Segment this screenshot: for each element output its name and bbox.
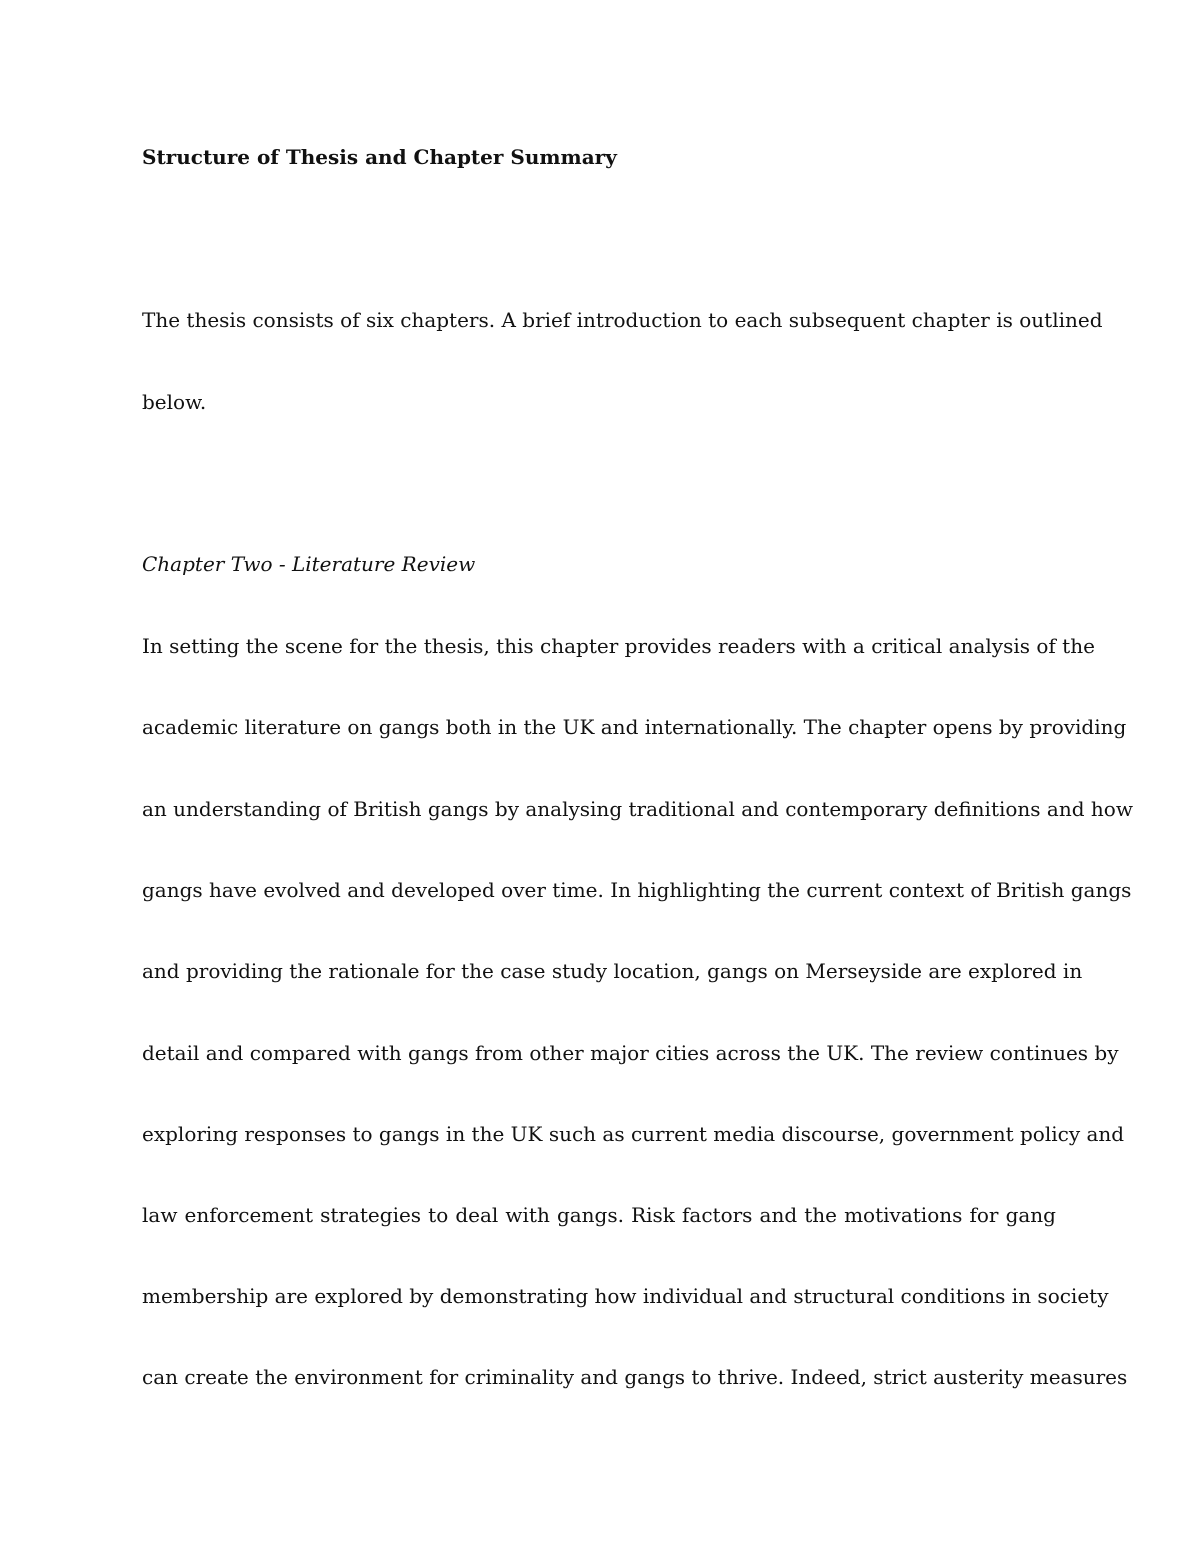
paragraph-line: law enforcement strategies to deal with gangs. Risk factors and the motivations for gang — [142, 1203, 1056, 1227]
paragraph-line: In setting the scene for the thesis, this chapter provides readers with a critical analysis of the — [142, 634, 1095, 658]
paragraph-line: academic literature on gangs both in the UK and internationally. The chapter opens by providing — [142, 715, 1127, 739]
intro-line: The thesis consists of six chapters. A brief introduction to each subsequent chapter is outlined — [142, 308, 1103, 332]
paragraph-line: and providing the rationale for the case study location, gangs on Merseyside are explored in — [142, 959, 1083, 983]
section-heading: Structure of Thesis and Chapter Summary — [142, 145, 617, 169]
paragraph-line: detail and compared with gangs from other major cities across the UK. The review continues by — [142, 1041, 1119, 1065]
paragraph-line: exploring responses to gangs in the UK such as current media discourse, government policy and — [142, 1122, 1125, 1146]
chapter-heading: Chapter Two - Literature Review — [142, 552, 476, 576]
paragraph-line: can create the environment for criminality and gangs to thrive. Indeed, strict austerity measures — [142, 1365, 1128, 1389]
intro-line: below. — [142, 390, 207, 414]
paragraph-line: an understanding of British gangs by analysing traditional and contemporary definitions and how — [142, 797, 1133, 821]
paragraph-line: membership are explored by demonstrating how individual and structural conditions in society — [142, 1284, 1109, 1308]
paragraph-line: gangs have evolved and developed over time. In highlighting the current context of British gangs — [142, 878, 1132, 902]
